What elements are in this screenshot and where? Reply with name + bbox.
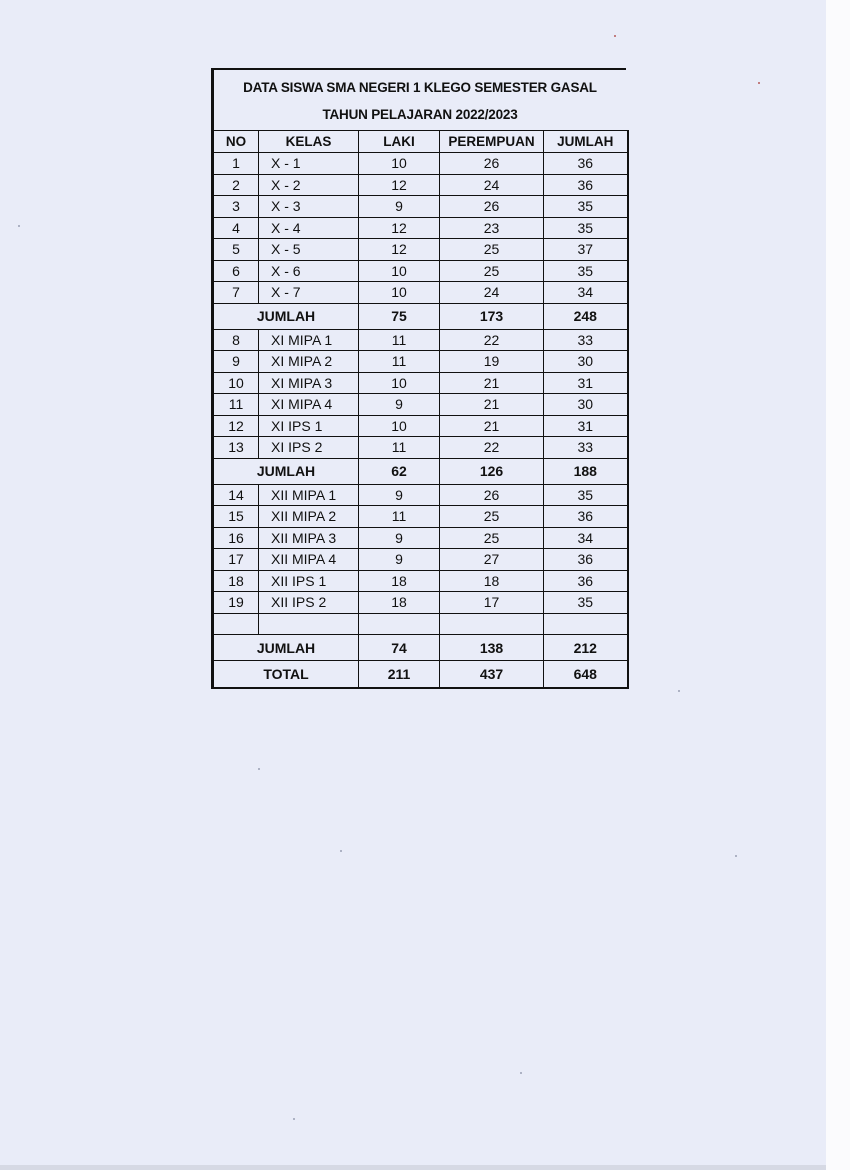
table-row [213, 437, 628, 459]
cell-jumlah: 36 [544, 174, 628, 196]
cell-no: 19 [213, 592, 259, 614]
cell-kelas: XI MIPA 1 [259, 329, 359, 351]
cell-kelas: XI MIPA 2 [259, 351, 359, 373]
cell-jumlah: 36 [544, 153, 628, 175]
table-row [213, 329, 628, 351]
cell-no: 18 [213, 570, 259, 592]
scanner-edge-bottom [0, 1165, 826, 1170]
cell-laki: 11 [359, 506, 440, 528]
cell-no: 4 [213, 217, 259, 239]
cell-jumlah: 33 [544, 329, 628, 351]
cell-laki: 10 [359, 260, 440, 282]
subtotal-label: JUMLAH [213, 635, 359, 661]
cell-laki: 18 [359, 570, 440, 592]
student-table [211, 130, 629, 689]
cell-kelas: X - 2 [259, 174, 359, 196]
cell-jumlah: 30 [544, 351, 628, 373]
cell-no: 10 [213, 372, 259, 394]
cell-kelas: XII MIPA 3 [259, 527, 359, 549]
scanner-edge-right [826, 0, 850, 1170]
cell-kelas: XI IPS 1 [259, 415, 359, 437]
cell-jumlah: 33 [544, 437, 628, 459]
cell-kelas: XII MIPA 2 [259, 506, 359, 528]
cell-perempuan: 17 [440, 592, 544, 614]
cell-perempuan [440, 613, 544, 635]
subtotal-perempuan: 173 [440, 303, 544, 329]
cell-jumlah: 35 [544, 592, 628, 614]
total-row [213, 661, 628, 689]
dust-speck [520, 1072, 522, 1074]
cell-laki: 9 [359, 394, 440, 416]
table-row [213, 351, 628, 373]
subtotal-jumlah: 212 [544, 635, 628, 661]
cell-laki: 9 [359, 484, 440, 506]
table-row [213, 196, 628, 218]
total-laki: 211 [359, 661, 440, 689]
table-row [213, 372, 628, 394]
subtotal-row [213, 635, 628, 661]
subtotal-row [213, 303, 628, 329]
cell-jumlah: 35 [544, 217, 628, 239]
subtotal-jumlah: 188 [544, 458, 628, 484]
table-row [213, 527, 628, 549]
total-jumlah: 648 [544, 661, 628, 689]
header-kelas: KELAS [259, 131, 359, 153]
cell-no: 16 [213, 527, 259, 549]
table-row [213, 592, 628, 614]
subtotal-row [213, 458, 628, 484]
subtotal-label: JUMLAH [213, 303, 359, 329]
table-row [213, 239, 628, 261]
cell-kelas: X - 1 [259, 153, 359, 175]
cell-perempuan: 18 [440, 570, 544, 592]
student-data-document [211, 68, 626, 689]
cell-jumlah: 36 [544, 549, 628, 571]
cell-laki: 10 [359, 372, 440, 394]
cell-laki [359, 613, 440, 635]
cell-laki: 10 [359, 282, 440, 304]
cell-perempuan: 23 [440, 217, 544, 239]
cell-kelas: X - 4 [259, 217, 359, 239]
cell-perempuan: 21 [440, 372, 544, 394]
cell-kelas: XII MIPA 4 [259, 549, 359, 571]
subtotal-laki: 62 [359, 458, 440, 484]
cell-kelas [259, 613, 359, 635]
cell-kelas: XII IPS 2 [259, 592, 359, 614]
cell-no: 12 [213, 415, 259, 437]
cell-jumlah [544, 613, 628, 635]
table-row [213, 260, 628, 282]
cell-perempuan: 25 [440, 239, 544, 261]
table-row [213, 153, 628, 175]
cell-no: 7 [213, 282, 259, 304]
total-perempuan: 437 [440, 661, 544, 689]
title-line-2: TAHUN PELAJARAN 2022/2023 [322, 107, 518, 122]
title-line-1: DATA SISWA SMA NEGERI 1 KLEGO SEMESTER GASAL [243, 80, 597, 95]
cell-perempuan: 27 [440, 549, 544, 571]
header-perempuan: PEREMPUAN [440, 131, 544, 153]
cell-laki: 12 [359, 174, 440, 196]
cell-laki: 12 [359, 217, 440, 239]
cell-no: 9 [213, 351, 259, 373]
table-body [213, 153, 628, 689]
table-row [213, 570, 628, 592]
header-laki: LAKI [359, 131, 440, 153]
cell-kelas: XI MIPA 3 [259, 372, 359, 394]
cell-laki: 9 [359, 196, 440, 218]
table-row [213, 394, 628, 416]
cell-jumlah: 35 [544, 260, 628, 282]
cell-jumlah: 36 [544, 570, 628, 592]
cell-laki: 10 [359, 153, 440, 175]
cell-kelas: XII IPS 1 [259, 570, 359, 592]
cell-jumlah: 35 [544, 196, 628, 218]
dust-speck [678, 690, 680, 692]
dust-speck [614, 35, 616, 37]
cell-perempuan: 26 [440, 153, 544, 175]
cell-jumlah: 36 [544, 506, 628, 528]
cell-perempuan: 25 [440, 527, 544, 549]
cell-no [213, 613, 259, 635]
dust-speck [18, 225, 20, 227]
cell-laki: 11 [359, 351, 440, 373]
cell-perempuan: 26 [440, 196, 544, 218]
subtotal-jumlah: 248 [544, 303, 628, 329]
cell-kelas: XI MIPA 4 [259, 394, 359, 416]
cell-laki: 9 [359, 549, 440, 571]
table-row [213, 506, 628, 528]
dust-speck [258, 768, 260, 770]
subtotal-laki: 74 [359, 635, 440, 661]
table-row [213, 217, 628, 239]
cell-perempuan: 19 [440, 351, 544, 373]
cell-perempuan: 25 [440, 260, 544, 282]
cell-kelas: X - 5 [259, 239, 359, 261]
subtotal-laki: 75 [359, 303, 440, 329]
cell-jumlah: 34 [544, 527, 628, 549]
total-label: TOTAL [213, 661, 359, 689]
cell-perempuan: 24 [440, 282, 544, 304]
subtotal-label: JUMLAH [213, 458, 359, 484]
cell-no: 6 [213, 260, 259, 282]
cell-jumlah: 30 [544, 394, 628, 416]
cell-kelas: XII MIPA 1 [259, 484, 359, 506]
cell-laki: 12 [359, 239, 440, 261]
table-row [213, 174, 628, 196]
cell-jumlah: 37 [544, 239, 628, 261]
cell-no: 11 [213, 394, 259, 416]
table-row [213, 613, 628, 635]
cell-perempuan: 22 [440, 437, 544, 459]
cell-no: 3 [213, 196, 259, 218]
cell-perempuan: 22 [440, 329, 544, 351]
cell-laki: 11 [359, 437, 440, 459]
dust-speck [758, 82, 760, 84]
table-row [213, 484, 628, 506]
cell-kelas: XI IPS 2 [259, 437, 359, 459]
cell-laki: 10 [359, 415, 440, 437]
cell-kelas: X - 7 [259, 282, 359, 304]
table-row [213, 282, 628, 304]
cell-laki: 11 [359, 329, 440, 351]
cell-jumlah: 34 [544, 282, 628, 304]
cell-perempuan: 21 [440, 415, 544, 437]
cell-no: 15 [213, 506, 259, 528]
cell-jumlah: 31 [544, 415, 628, 437]
cell-kelas: X - 3 [259, 196, 359, 218]
cell-perempuan: 25 [440, 506, 544, 528]
table-row [213, 415, 628, 437]
document-title [211, 68, 626, 130]
cell-laki: 9 [359, 527, 440, 549]
dust-speck [340, 850, 342, 852]
cell-no: 13 [213, 437, 259, 459]
subtotal-perempuan: 138 [440, 635, 544, 661]
dust-speck [735, 855, 737, 857]
cell-perempuan: 21 [440, 394, 544, 416]
header-no: NO [213, 131, 259, 153]
cell-jumlah: 31 [544, 372, 628, 394]
header-jumlah: JUMLAH [544, 131, 628, 153]
cell-no: 8 [213, 329, 259, 351]
cell-perempuan: 24 [440, 174, 544, 196]
cell-jumlah: 35 [544, 484, 628, 506]
cell-no: 5 [213, 239, 259, 261]
cell-no: 17 [213, 549, 259, 571]
cell-no: 2 [213, 174, 259, 196]
cell-no: 1 [213, 153, 259, 175]
dust-speck [293, 1118, 295, 1120]
subtotal-perempuan: 126 [440, 458, 544, 484]
table-header-row [213, 131, 628, 153]
cell-no: 14 [213, 484, 259, 506]
cell-laki: 18 [359, 592, 440, 614]
cell-perempuan: 26 [440, 484, 544, 506]
cell-kelas: X - 6 [259, 260, 359, 282]
table-row [213, 549, 628, 571]
